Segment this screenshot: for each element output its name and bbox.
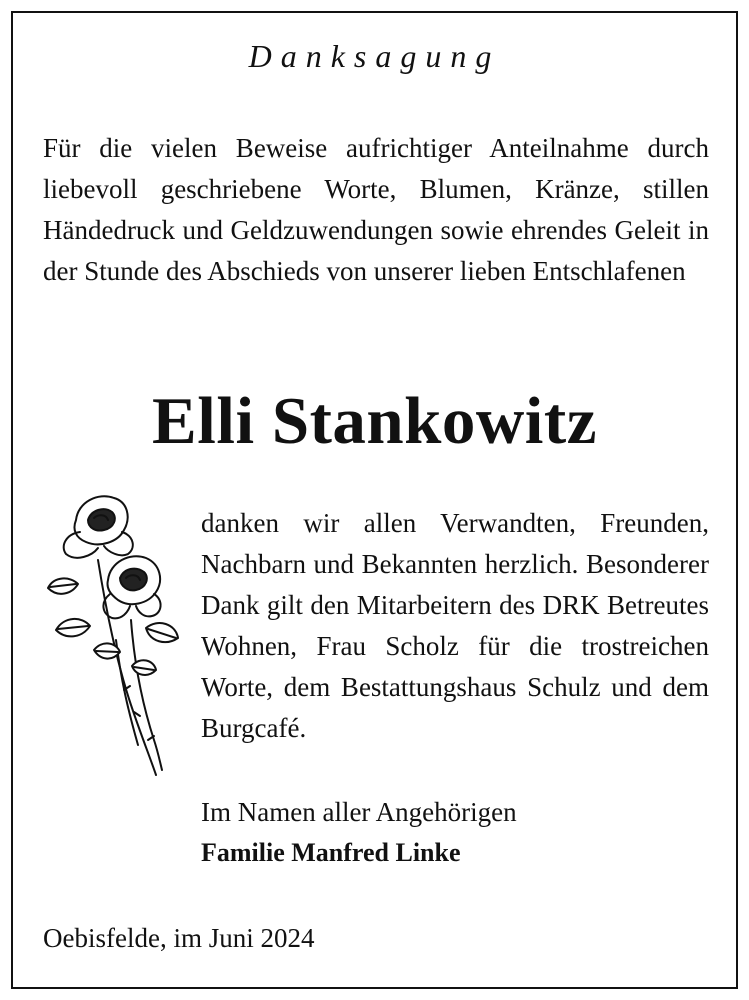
signature-line: Im Namen aller Angehörigen [201, 797, 517, 827]
deceased-name: Elli Stankowitz [152, 384, 597, 458]
intro-paragraph: Für die vielen Beweise aufrichtiger Anteilnahme durch liebevoll geschriebene Worte, Blumen, Kränze, stillen Händedruck und Geldzuwendungen sowie ehrendes Geleit in der Stunde des Abschieds von unserer lieben Entschlafenen [43, 133, 709, 286]
notice-heading: Danksagung [248, 38, 501, 74]
rose-icon [36, 490, 186, 780]
thanks-paragraph: danken wir allen Verwandten, Freunden, Nachbarn und Bekannten herzlich. Besonderer Dank gilt den Mitarbeitern des DRK Betreutes Wohnen, Frau Scholz für die trostreichen Worte, dem Bestattungshaus Schulz und dem Burgcafé. [201, 508, 709, 743]
thanks-text [201, 503, 709, 749]
family-name: Familie Manfred Linke [201, 838, 461, 867]
intro-text [43, 128, 709, 292]
place-date: Oebisfelde, im Juni 2024 [43, 923, 315, 953]
